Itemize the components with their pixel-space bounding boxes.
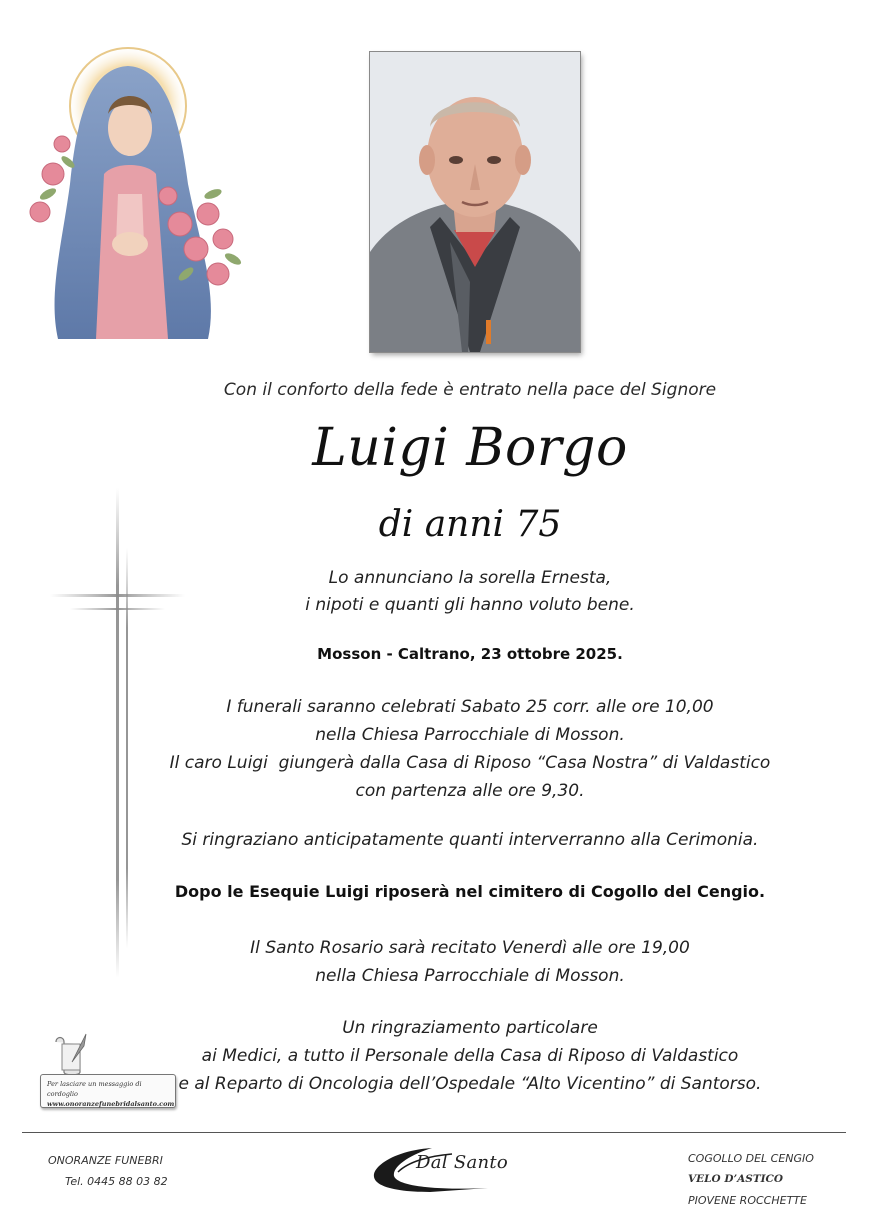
footer-location: PIOVENE ROCCHETTE xyxy=(688,1194,807,1207)
thanks-ceremony: Si ringraziano anticipatamente quanti interverranno alla Cerimonia. xyxy=(181,830,759,850)
deceased-photo xyxy=(370,52,580,352)
footer-location: COGOLLO DEL CENGIO xyxy=(688,1152,814,1165)
intro-text: Con il conforto della fede è entrato nella pace del Signore xyxy=(223,380,717,400)
footer-phone: Tel. 0445 88 03 82 xyxy=(65,1175,168,1188)
special-thanks-line: e al Reparto di Oncologia dell’Ospedale “Alto Vicentino” di Santorso. xyxy=(178,1074,762,1094)
place-date: Mosson - Caltrano, 23 ottobre 2025. xyxy=(317,645,623,663)
deceased-name: Luigi Borgo xyxy=(312,418,628,478)
scroll-quill-icon xyxy=(50,1032,90,1078)
madonna-image xyxy=(18,44,248,344)
rosary-details xyxy=(160,934,780,990)
footer-company-label: ONORANZE FUNEBRI xyxy=(48,1154,163,1167)
special-thanks xyxy=(160,1014,780,1098)
age-text: di anni 75 xyxy=(378,504,562,545)
funeral-line: Il caro Luigi giungerà dalla Casa di Riposo “Casa Nostra” di Valdastico xyxy=(169,753,771,773)
condolence-url[interactable]: www.onoranzefunebridalsanto.com xyxy=(47,1100,175,1108)
rosary-line: nella Chiesa Parrocchiale di Mosson. xyxy=(315,966,625,986)
funeral-line: con partenza alle ore 9,30. xyxy=(355,781,585,801)
special-thanks-line: Un ringraziamento particolare xyxy=(342,1018,598,1038)
funeral-line: nella Chiesa Parrocchiale di Mosson. xyxy=(315,725,625,745)
condolence-text: Per lasciare un messaggio di cordoglio xyxy=(47,1080,142,1098)
special-thanks-line: ai Medici, a tutto il Personale della Casa di Riposo di Valdastico xyxy=(201,1046,739,1066)
announcement-line: i nipoti e quanti gli hanno voluto bene. xyxy=(305,595,635,615)
funeral-line: I funerali saranno celebrati Sabato 25 corr. alle ore 10,00 xyxy=(226,697,714,717)
footer-left xyxy=(48,1150,188,1192)
portrait-image xyxy=(370,52,580,352)
footer-location: VELO D’ASTICO xyxy=(688,1173,784,1185)
footer-divider xyxy=(22,1132,846,1133)
logo-text: Dal Santo xyxy=(416,1152,509,1173)
condolence-link-card[interactable] xyxy=(40,1074,176,1108)
rosary-line: Il Santo Rosario sarà recitato Venerdì alle ore 19,00 xyxy=(250,938,690,958)
announcement-line: Lo annunciano la sorella Ernesta, xyxy=(328,568,612,588)
footer-right xyxy=(688,1148,858,1211)
burial-note: Dopo le Esequie Luigi riposerà nel cimitero di Cogollo del Cengio. xyxy=(174,882,766,901)
announcement xyxy=(160,565,780,619)
funeral-details xyxy=(160,693,780,805)
